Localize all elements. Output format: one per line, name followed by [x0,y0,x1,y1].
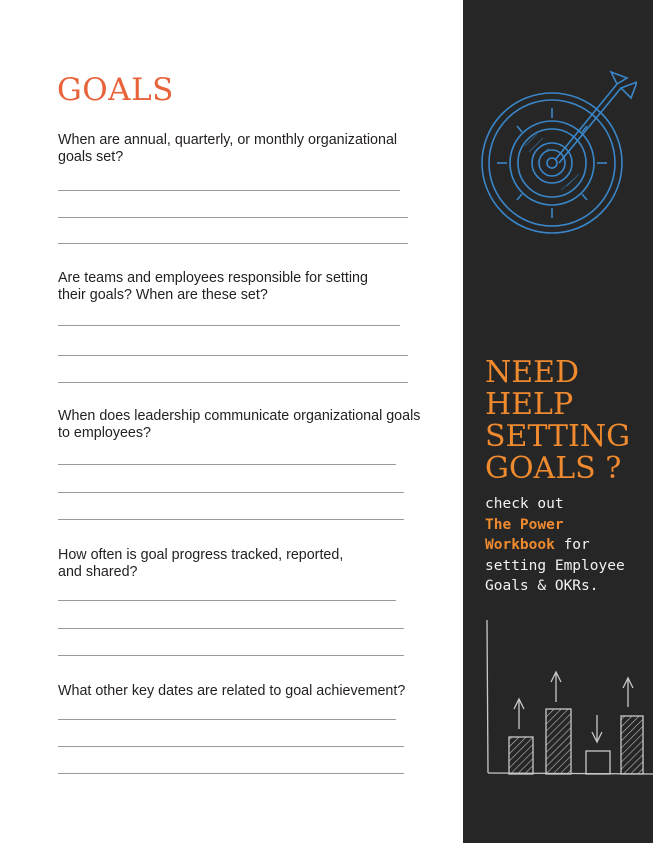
answer-line[interactable] [58,464,396,465]
answer-line[interactable] [58,519,404,520]
answer-line[interactable] [58,325,400,326]
promo-heading: NEED HELP SETTING GOALS ? [485,355,631,486]
answer-line[interactable] [58,773,404,774]
answer-line[interactable] [58,600,396,601]
answer-line[interactable] [58,746,404,747]
answer-line[interactable] [58,492,404,493]
question-5: What other key dates are related to goal achievement? [58,683,406,699]
promo-body: check out The Power Workbook for setting Employee Goals & OKRs. [485,496,625,594]
answer-line[interactable] [58,190,400,191]
answer-line[interactable] [58,719,396,720]
bar-chart-sketch-icon [481,612,653,778]
answer-line[interactable] [58,243,408,244]
question-4: How often is goal progress tracked, reported, and shared? [58,547,344,580]
answer-line[interactable] [58,355,408,356]
promo-sidebar [463,0,653,843]
answer-line[interactable] [58,655,404,656]
target-with-arrow-icon [477,66,637,236]
question-3: When does leadership communicate organizational goals to employees? [58,408,421,441]
page-title: GOALS [57,72,174,108]
answer-line[interactable] [58,628,404,629]
answer-line[interactable] [58,217,408,218]
question-1: When are annual, quarterly, or monthly organizational goals set? [58,132,398,165]
workbook-link[interactable]: The Power [485,516,564,533]
workbook-link[interactable]: Workbook [485,537,555,553]
question-2: Are teams and employees responsible for setting their goals? When are these set? [58,270,368,303]
answer-line[interactable] [58,382,408,383]
